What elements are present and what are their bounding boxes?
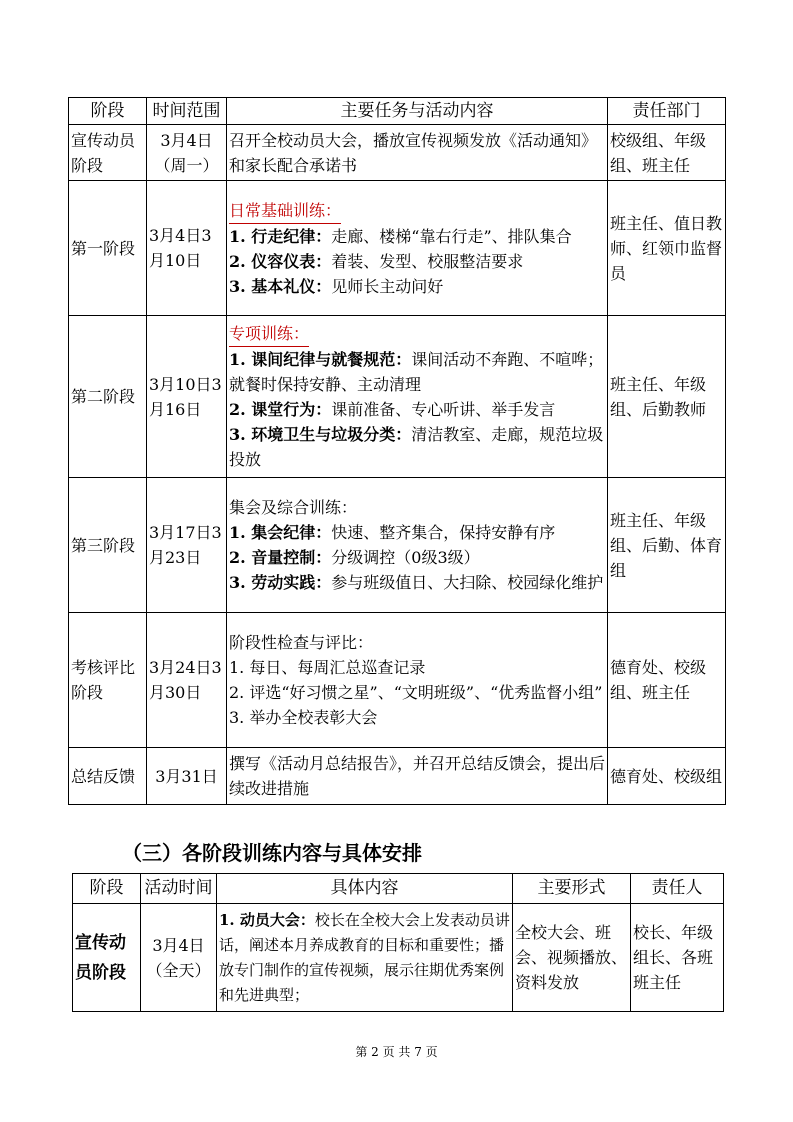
stage-cell: 总结反馈 <box>69 748 147 805</box>
table-row <box>69 181 726 316</box>
content-item: 1. 行走纪律：走廊、楼梯“靠右行走”、排队集合 <box>229 226 572 246</box>
content-cell: 召开全校动员大会，播放宣传视频发放《活动通知》和家长配合承诺书 <box>227 125 608 181</box>
content-title: 阶段性检查与评比： <box>229 633 374 652</box>
stage-cell: 宣传动员阶段 <box>73 904 141 1012</box>
content-cell: 1. 动员大会：校长在全校大会上发表动员讲话，阐述本月养成教育的目标和重要性；播放专门制作的宣传视频，展示往期优秀案例和先进典型； <box>217 904 513 1012</box>
training-arrangement-table <box>72 873 724 1012</box>
content-item: 1. 课间纪律与就餐规范：课间活动不奔跑、不喧哗；就餐时保持安静、主动清理 <box>229 350 604 394</box>
dept-cell: 班主任、年级组、后勤教师 <box>608 316 726 478</box>
table-row <box>69 478 726 613</box>
table-row <box>69 613 726 748</box>
header-stage: 阶段 <box>69 98 147 125</box>
header-content: 具体内容 <box>217 874 513 904</box>
content-title: 日常基础训练： <box>229 198 341 224</box>
stage-plan-table <box>68 97 726 805</box>
table-row <box>69 125 726 181</box>
content-cell <box>227 478 608 613</box>
content-cell: 撰写《活动月总结报告》，并召开总结反馈会，提出后续改进措施 <box>227 748 608 805</box>
content-item: 3. 举办全校表彰大会 <box>229 708 378 727</box>
header-form: 主要形式 <box>513 874 631 904</box>
content-item: 2. 仪容仪表：着装、发型、校服整洁要求 <box>229 251 524 271</box>
content-item: 3. 劳动实践：参与班级值日、大扫除、校园绿化维护 <box>229 573 604 592</box>
time-cell: 3月17日3月23日 <box>147 478 227 613</box>
dept-cell: 班主任、年级组、后勤、体育组 <box>608 478 726 613</box>
stage-cell: 考核评比阶段 <box>69 613 147 748</box>
form-cell: 全校大会、班会、视频播放、资料发放 <box>513 904 631 1012</box>
content-title: 集会及综合训练： <box>229 498 358 517</box>
content-item: 3. 基本礼仪：见师长主动问好 <box>229 276 444 296</box>
dept-cell: 班主任、值日教师、红领巾监督员 <box>608 181 726 316</box>
header-time-range: 时间范围 <box>147 98 227 125</box>
stage-cell: 宣传动员阶段 <box>69 125 147 181</box>
header-activity-time: 活动时间 <box>141 874 217 904</box>
time-cell: 3月4日（周一） <box>147 125 227 181</box>
content-item: 3. 环境卫生与垃圾分类：清洁教室、走廊，规范垃圾投放 <box>229 425 604 469</box>
stage-cell: 第一阶段 <box>69 181 147 316</box>
time-cell: 3月4日3月10日 <box>147 181 227 316</box>
table-header-row <box>73 874 724 904</box>
content-item: 1. 集会纪律：快速、整齐集合，保持安静有序 <box>229 523 556 542</box>
time-cell: 3月24日3月30日 <box>147 613 227 748</box>
content-item: 2. 评选“好习惯之星”、“文明班级”、“优秀监督小组” <box>229 683 603 702</box>
page-number: 第 2 页 共 7 页 <box>355 1045 438 1059</box>
content-item: 2. 音量控制：分级调控（0级3级） <box>229 548 480 567</box>
content-item: 1. 每日、每周汇总巡查记录 <box>229 658 426 677</box>
time-cell: 3月4日（全天） <box>141 904 217 1012</box>
table-row <box>69 316 726 478</box>
dept-cell: 校级组、年级组、班主任 <box>608 125 726 181</box>
table-header-row <box>69 98 726 125</box>
content-cell <box>227 181 608 316</box>
content-cell <box>227 613 608 748</box>
table-row <box>73 904 724 1012</box>
time-cell: 3月31日 <box>147 748 227 805</box>
table-row <box>69 748 726 805</box>
header-responsible-dept: 责任部门 <box>608 98 726 125</box>
dept-cell: 德育处、校级组 <box>608 748 726 805</box>
dept-cell: 德育处、校级组、班主任 <box>608 613 726 748</box>
content-title: 专项训练： <box>229 321 309 347</box>
content-cell <box>227 316 608 478</box>
header-stage: 阶段 <box>73 874 141 904</box>
person-cell: 校长、年级组长、各班班主任 <box>631 904 724 1012</box>
section-title: （三）各阶段训练内容与具体安排 <box>122 841 422 865</box>
stage-cell: 第三阶段 <box>69 478 147 613</box>
header-person: 责任人 <box>631 874 724 904</box>
header-main-tasks: 主要任务与活动内容 <box>227 98 608 125</box>
content-item: 2. 课堂行为：课前准备、专心听讲、举手发言 <box>229 400 556 419</box>
stage-cell: 第二阶段 <box>69 316 147 478</box>
time-cell: 3月10日3月16日 <box>147 316 227 478</box>
